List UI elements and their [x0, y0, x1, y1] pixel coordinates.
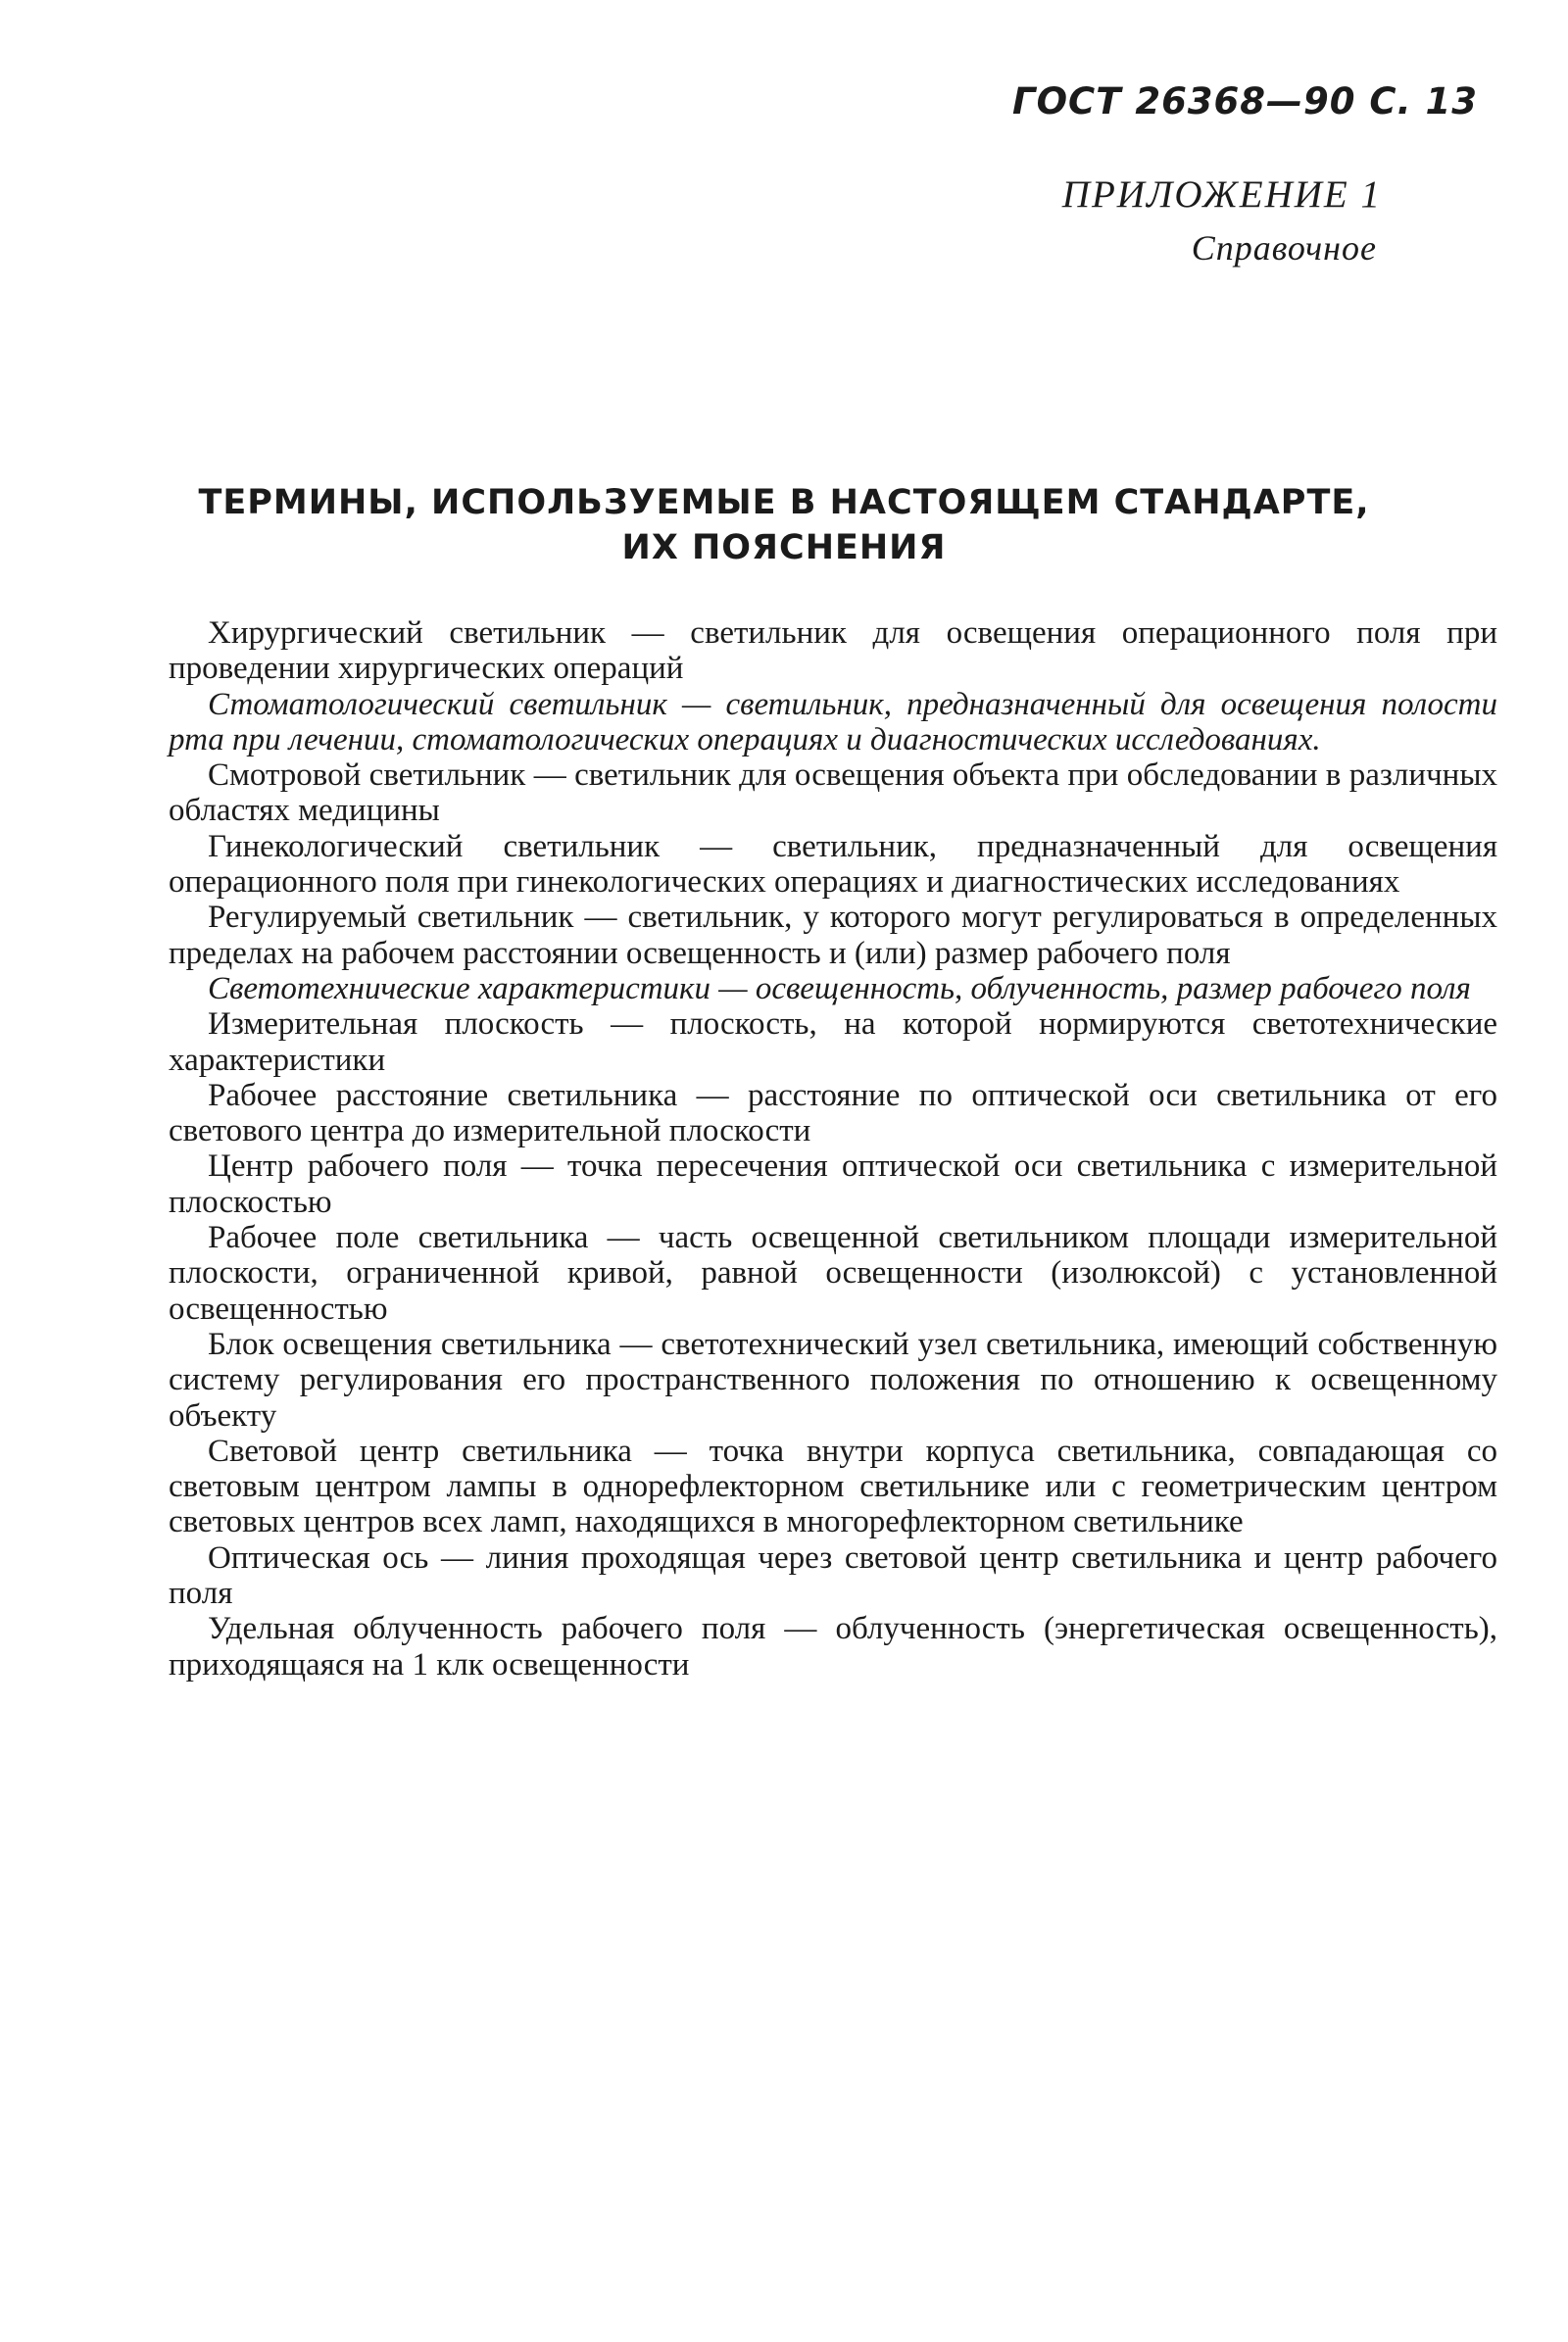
term-working-field-center: Центр рабочего поля — точка пересечения оптической оси светильника с измерительной плоскостью — [169, 1148, 1497, 1220]
term-working-field: Рабочее поле светильника — часть освещенной светильником площади измерительной плоскости, ограниченной кривой, равной освещенности (изолюксой) с установленной освещенностью — [169, 1220, 1497, 1327]
section-title — [0, 480, 1568, 570]
section-title-line-2: ИХ ПОЯСНЕНИЯ — [621, 528, 947, 567]
appendix-label: ПРИЛОЖЕНИЕ 1 — [1061, 173, 1382, 216]
term-surgical-luminaire: Хирургический светильник — светильник для освещения операционного поля при проведении хирургических операций — [169, 615, 1497, 687]
standard-reference: ГОСТ 26368—90 С. 13 — [1012, 80, 1478, 122]
appendix-type: Справочное — [1191, 228, 1377, 268]
terms-list — [169, 615, 1497, 1683]
term-lighting-characteristics: Светотехнические характеристики — освещенность, облученность, размер рабочего поля — [208, 970, 1471, 1006]
term-examination-luminaire: Смотровой светильник — светильник для освещения объекта при обследовании в различных областях медицины — [169, 757, 1497, 829]
term-dental-luminaire: Стоматологический светильник — светильник, предназначенный для освещения полости рта при лечении, стоматологических операциях и диагностических исследованиях. — [169, 686, 1497, 757]
term-optical-axis: Оптическая ось — линия проходящая через световой центр светильника и центр рабочего поля — [169, 1539, 1497, 1612]
term-adjustable-luminaire: Регулируемый светильник — светильник, у которого могут регулироваться в определенных пределах на рабочем расстоянии освещенность и (или) размер рабочего поля — [169, 900, 1497, 971]
section-title-line-1: ТЕРМИНЫ, ИСПОЛЬЗУЕМЫЕ В НАСТОЯЩЕМ СТАНДАРТЕ, — [198, 483, 1370, 522]
term-gynecological-luminaire: Гинекологический светильник — светильник, предназначенный для освещения операционного поля при гинекологических операциях и диагностических исследованиях — [169, 828, 1497, 901]
term-specific-irradiance: Удельная облученность рабочего поля — облученность (энергетическая освещенность), приходящаяся на 1 клк освещенности — [169, 1611, 1497, 1683]
term-lighting-unit: Блок освещения светильника — светотехнический узел светильника, имеющий собственную систему регулирования его пространственного положения по отношению к освещенному объекту — [169, 1326, 1497, 1434]
term-working-distance: Рабочее расстояние светильника — расстояние по оптической оси светильника от его светового центра до измерительной плоскости — [169, 1077, 1497, 1149]
term-measuring-plane: Измерительная плоскость — плоскость, на которой нормируются светотехнические характеристики — [169, 1006, 1497, 1078]
term-light-center: Световой центр светильника — точка внутри корпуса светильника, совпадающая со световым центром лампы в однорефлекторном светильнике или с геометрическим центром световых центров всех ламп, находящихся в многорефлекторном светильнике — [169, 1433, 1497, 1540]
